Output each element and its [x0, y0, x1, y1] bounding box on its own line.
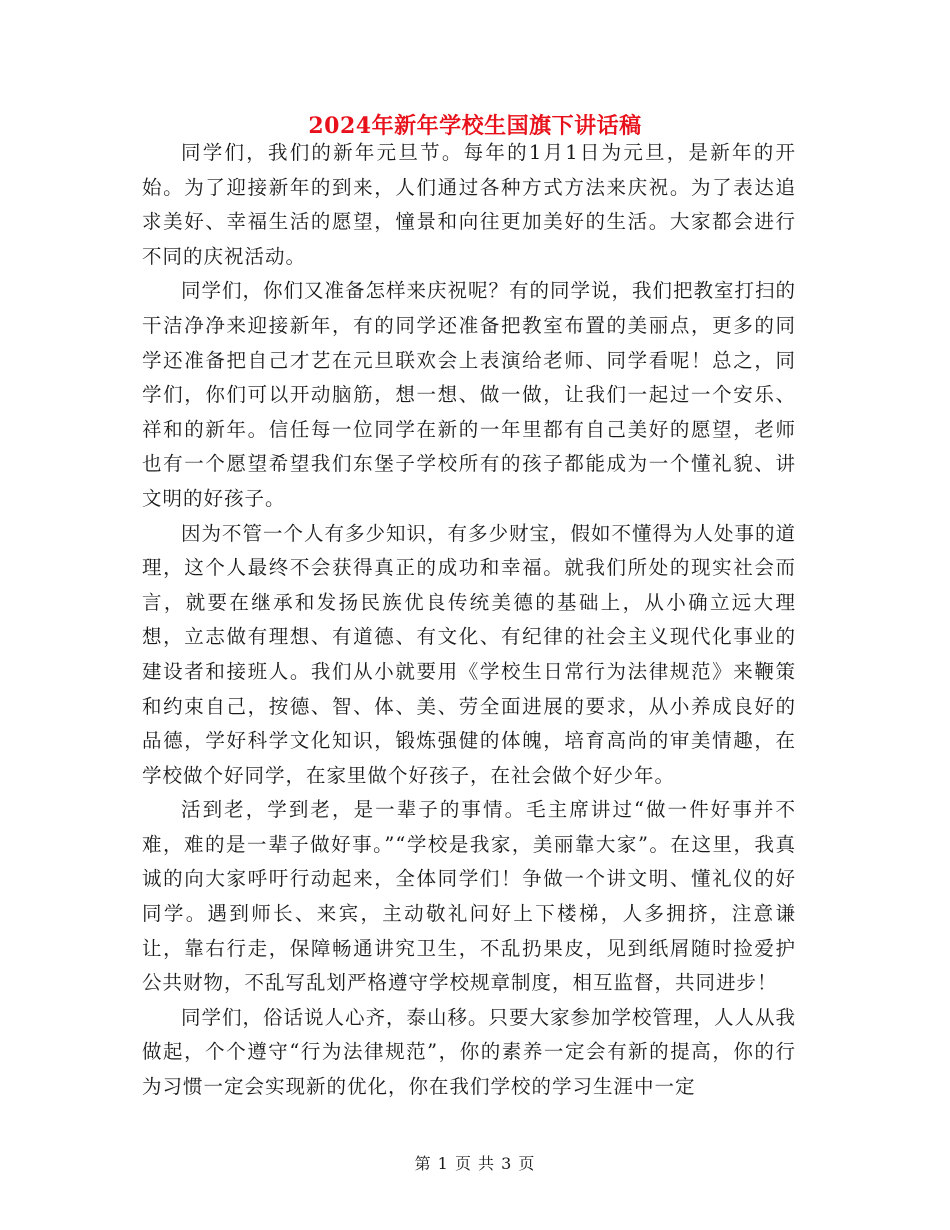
- paragraph: 活到老，学到老，是一辈子的事情。毛主席讲过“做一件好事并不难，难的是一辈子做好事。”“学校是我家，美丽靠大家”。在这里，我真诚的向大家呼吁行动起来，全体同学们！争做一个讲文明、懂礼仪的好同学。遇到师长、来宾，主动敬礼问好上下楼梯，人多拥挤，注意谦让，靠右行走，保障畅通讲究卫生，不乱扔果皮，见到纸屑随时捡爱护公共财物，不乱写乱划严格遵守学校规章制度，相互监督，共同进步！: [142, 798, 796, 995]
- total-pages-number: 3: [501, 1154, 513, 1173]
- page-footer: [0, 1154, 950, 1174]
- paragraph: 同学们，我们的新年元旦节。每年的1月1日为元旦，是新年的开始。为了迎接新年的到来，人们通过各种方式方法来庆祝。为了表达追求美好、幸福生活的愿望，憧景和向往更加美好的生活。大家都会进行不同的庆祝活动。: [142, 141, 796, 268]
- current-page-number: 1: [437, 1154, 449, 1173]
- paragraph: 同学们，你们又准备怎样来庆祝呢？有的同学说，我们把教室打扫的干洁净净来迎接新年，有的同学还准备把教室布置的美丽点，更多的同学还准备把自己才艺在元旦联欢会上表演给老师、同学看呢！总之，同学们，你们可以开动脑筋，想一想、做一做，让我们一起过一个安乐、祥和的新年。信任每一位同学在新的一年里都有自己美好的愿望，老师也有一个愿望希望我们东堡子学校所有的孩子都能成为一个懂礼貌、讲文明的好孩子。: [142, 279, 797, 510]
- footer-middle: 页 共: [454, 1154, 496, 1173]
- footer-suffix: 页: [518, 1154, 536, 1173]
- document-body: [142, 136, 796, 1105]
- paragraph: 同学们，俗话说人心齐，泰山移。只要大家参加学校管理，人人从我做起，个个遵守“行为法律规范”，你的素养一定会有新的提高，你的行为习惯一定会实现新的优化，你在我们学校的学习生涯中一定: [142, 1005, 797, 1099]
- footer-prefix: 第: [414, 1154, 432, 1173]
- document-title: 2024年新年学校生国旗下讲话稿: [308, 113, 642, 139]
- paragraph: 因为不管一个人有多少知识，有多少财宝，假如不懂得为人处事的道理，这个人最终不会获得真正的成功和幸福。就我们所处的现实社会而言，就要在继承和发扬民族优良传统美德的基础上，从小确立远大理想，立志做有理想、有道德、有文化、有纪律的社会主义现代化事业的建设者和接班人。我们从小就要用《学校生日常行为法律规范》来鞭策和约束自己，按德、智、体、美、劳全面进展的要求，从小养成良好的品德，学好科学文化知识，锻炼强健的体魄，培育高尚的审美情趣，在学校做个好同学，在家里做个好孩子，在社会做个好少年。: [142, 521, 797, 787]
